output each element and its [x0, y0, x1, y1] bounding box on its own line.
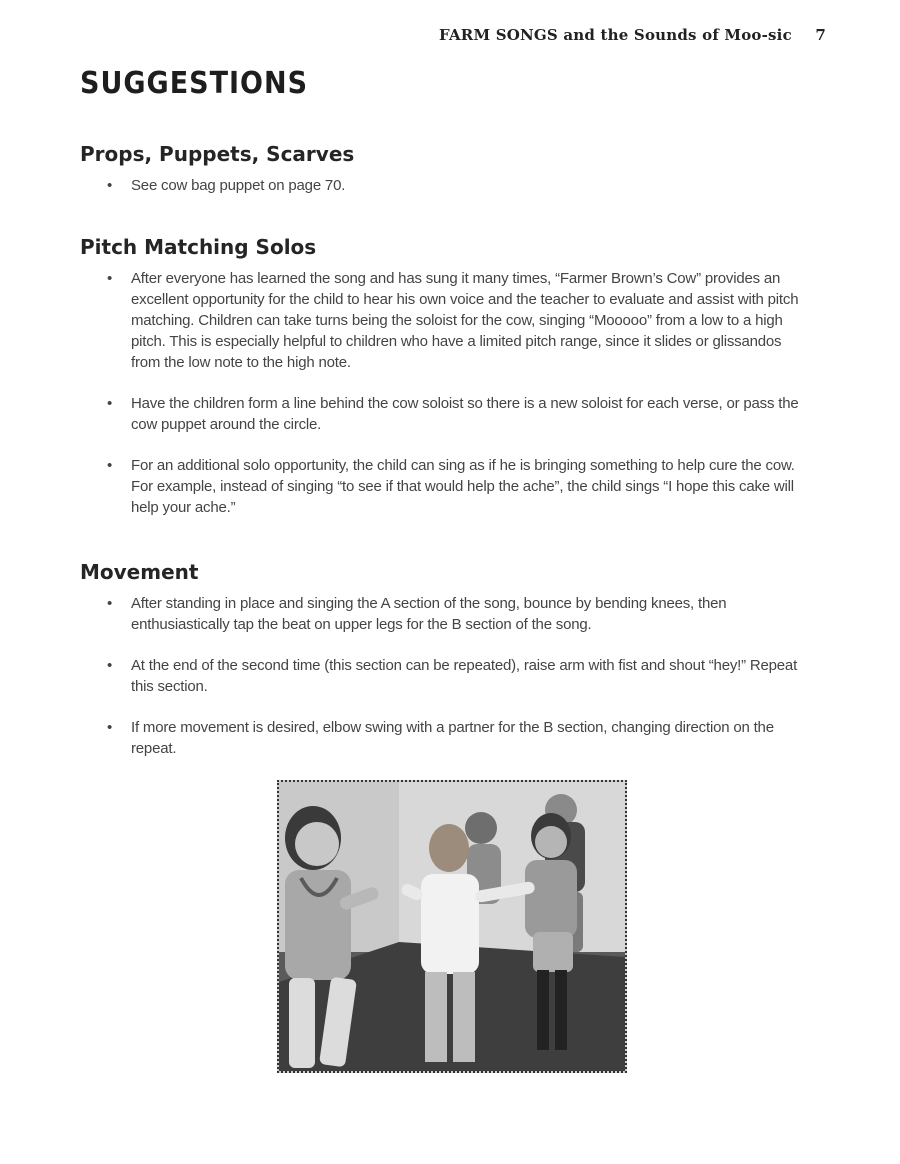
list-item: • If more movement is desired, elbow swing with a partner for the B section, changing direction on the repeat. — [80, 717, 810, 759]
list-item: • At the end of the second time (this section can be repeated), raise arm with fist and shout “hey!” Repeat this section. — [80, 655, 810, 697]
list-item: • See cow bag puppet on page 70. — [80, 175, 810, 196]
page-number: 7 — [815, 26, 826, 44]
book-title: FARM SONGS and the Sounds of Moo-sic — [439, 26, 792, 44]
running-header — [439, 26, 826, 44]
bullet-list — [80, 593, 810, 759]
bullet-list — [80, 175, 810, 196]
list-item: • Have the children form a line behind the cow soloist so there is a new soloist for each verse, or pass the cow puppet around the circle. — [80, 393, 810, 435]
bullet-list — [80, 268, 810, 518]
photo-illustration — [279, 782, 625, 1071]
page-title: SUGGESTIONS — [80, 66, 309, 101]
section-heading: Movement — [80, 560, 199, 584]
section-heading: Props, Puppets, Scarves — [80, 142, 355, 166]
list-item: • After standing in place and singing the A section of the song, bounce by bending knees, then enthusiastically tap the beat on upper legs for the B section of the song. — [80, 593, 810, 635]
section-props — [80, 142, 810, 196]
list-item: • After everyone has learned the song and has sung it many times, “Farmer Brown’s Cow” provides an excellent opportunity for the child to hear his own voice and the teacher to evaluate and assist with pitch matching. Children can take turns being the soloist for the cow, singing “Mooooo” from a low to a high pitch. This is especially helpful to children who have a limited pitch range, since it slides or glissandos from the low note to the high note. — [80, 268, 810, 373]
children-dancing-photo — [277, 780, 627, 1073]
section-pitch-matching — [80, 235, 810, 518]
section-movement — [80, 560, 810, 759]
section-heading: Pitch Matching Solos — [80, 235, 317, 259]
list-item: • For an additional solo opportunity, the child can sing as if he is bringing something to help cure the cow. For example, instead of singing “to see if that would help the ache”, the child sings “I hope this cake will help your ache.” — [80, 455, 810, 518]
